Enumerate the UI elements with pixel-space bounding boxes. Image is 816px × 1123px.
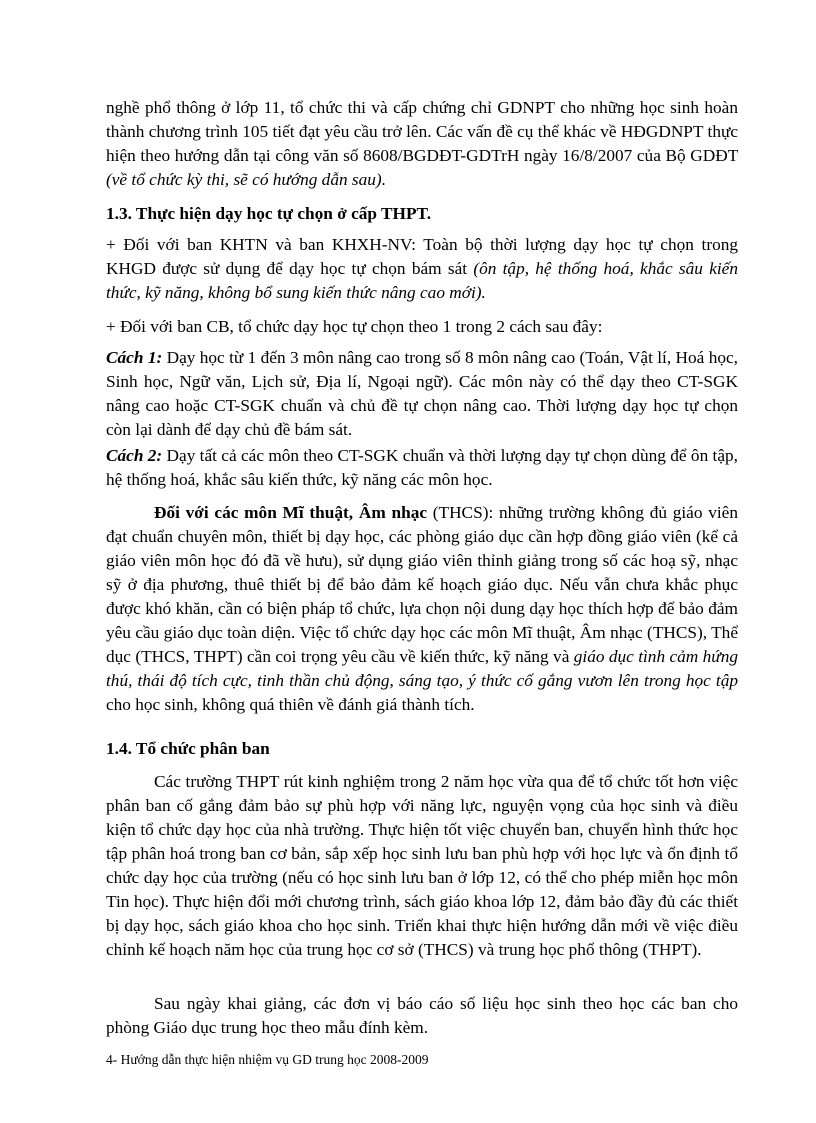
paragraph-gdnpt-continuation — [106, 96, 738, 192]
paragraph-italic-note: (ôn tập, hệ thống hoá, khắc sâu kiến thức, kỹ năng, không bổ sung kiến thức nâng cao mới). — [106, 259, 738, 302]
paragraph-italic-emphasis: giáo dục tình cảm hứng thú, thái độ tích cực, tinh thần chủ động, sáng tạo, ý thức cố gắng vươn lên trong học tập — [106, 647, 738, 690]
paragraph-bao-cao: Sau ngày khai giảng, các đơn vị báo cáo số liệu học sinh theo học các ban cho phòng Giáo dục trung học theo mẫu đính kèm. — [106, 994, 738, 1037]
paragraph-text: Dạy tất cả các môn theo CT-SGK chuẩn và thời lượng dạy tự chọn dùng để ôn tập, hệ thống hoá, khắc sâu kiến thức, kỹ năng các môn học. — [106, 446, 738, 489]
paragraph-khtn-khxh — [106, 233, 738, 305]
paragraph-tail: cho học sinh, không quá thiên về đánh giá thành tích. — [106, 695, 475, 714]
paragraph-phan-ban: Các trường THPT rút kinh nghiệm trong 2 năm học vừa qua để tổ chức tốt hơn việc phân ban cố gắng đảm bảo sự phù hợp với năng lực, nguyện vọng của học sinh và điều kiện tổ chức dạy học của nhà trường. Thực hiện tốt việc chuyển ban, chuyển hình thức học tập phân hoá trong ban cơ bản, sắp xếp học sinh lưu ban phù hợp với học lực và ổn định tổ chức dạy học của trường (nếu có học sinh lưu ban ở lớp 12, có thể cho phép miễn học môn Tin học). Thực hiện đổi mới chương trình, sách giáo khoa lớp 12, đảm bảo đầy đủ các thiết bị dạy học, sách giáo khoa cho học sinh. Triển khai thực hiện hướng dẫn mới về việc điều chỉnh kế hoạch năm học của trung học cơ sở (THCS) và trung học phổ thông (THPT). — [106, 772, 738, 959]
cach-2-label: Cách 2: — [106, 446, 163, 465]
paragraph-text: + Đối với ban KHTN và ban KHXH-NV: Toàn bộ thời lượng dạy học tự chọn trong KHGD được sử dụng để dạy học tự chọn bám sát — [106, 235, 738, 278]
paragraph-mi-thuat-am-nhac — [106, 501, 738, 717]
paragraph-italic-note: (về tổ chức kỳ thi, sẽ có hướng dẫn sau). — [106, 170, 387, 189]
paragraph-ban-cb: + Đối với ban CB, tổ chức dạy học tự chọn theo 1 trong 2 cách sau đây: — [106, 317, 603, 336]
page-footer: 4- Hướng dẫn thực hiện nhiệm vụ GD trung học 2008-2009 — [106, 1052, 429, 1067]
heading-1-3: 1.3. Thực hiện dạy học tự chọn ở cấp THPT. — [106, 204, 432, 223]
paragraph-text: Dạy học từ 1 đến 3 môn nâng cao trong số 8 môn nâng cao (Toán, Vật lí, Hoá học, Sinh học, Ngữ văn, Lịch sử, Địa lí, Ngoại ngữ). Các môn này có thể dạy theo CT-SGK nâng cao hoặc CT-SGK chuẩn và chủ đề tự chọn nâng cao. Thời lượng dạy học tự chọn còn lại dành để dạy chủ đề bám sát. — [106, 348, 738, 439]
paragraph-cach-1 — [106, 346, 738, 442]
paragraph-text: (THCS): những trường không đủ giáo viên đạt chuẩn chuyên môn, thiết bị dạy học, các phòng giáo dục cần hợp đồng giáo viên (kể cả giáo viên môn học đó đã về hưu), sử dụng giáo viên thỉnh giảng trong số các hoạ sỹ, nhạc sỹ ở địa phương, thuê thiết bị để bảo đảm kế hoạch giáo dục. Nếu vẫn chưa khắc phục được khó khăn, cần có biện pháp tổ chức, lựa chọn nội dung dạy học thích hợp để bảo đảm yêu cầu giáo dục toàn diện. Việc tổ chức dạy học các môn Mĩ thuật, Âm nhạc (THCS), Thể dục (THCS, THPT) cần coi trọng yêu cầu về kiến thức, kỹ năng và — [106, 503, 738, 666]
heading-1-4: 1.4. Tổ chức phân ban — [106, 739, 270, 758]
paragraph-bold-lead: Đối với các môn Mĩ thuật, Âm nhạc — [154, 503, 428, 522]
paragraph-text: nghề phổ thông ở lớp 11, tổ chức thi và cấp chứng chỉ GDNPT cho những học sinh hoàn thành chương trình 105 tiết đạt yêu cầu trở lên. Các vấn đề cụ thể khác về HĐGDNPT thực hiện theo hướng dẫn tại công văn số 8608/BGDĐT-GDTrH ngày 16/8/2007 của Bộ GDĐT — [106, 98, 738, 165]
paragraph-cach-2 — [106, 444, 738, 492]
cach-1-label: Cách 1: — [106, 348, 163, 367]
